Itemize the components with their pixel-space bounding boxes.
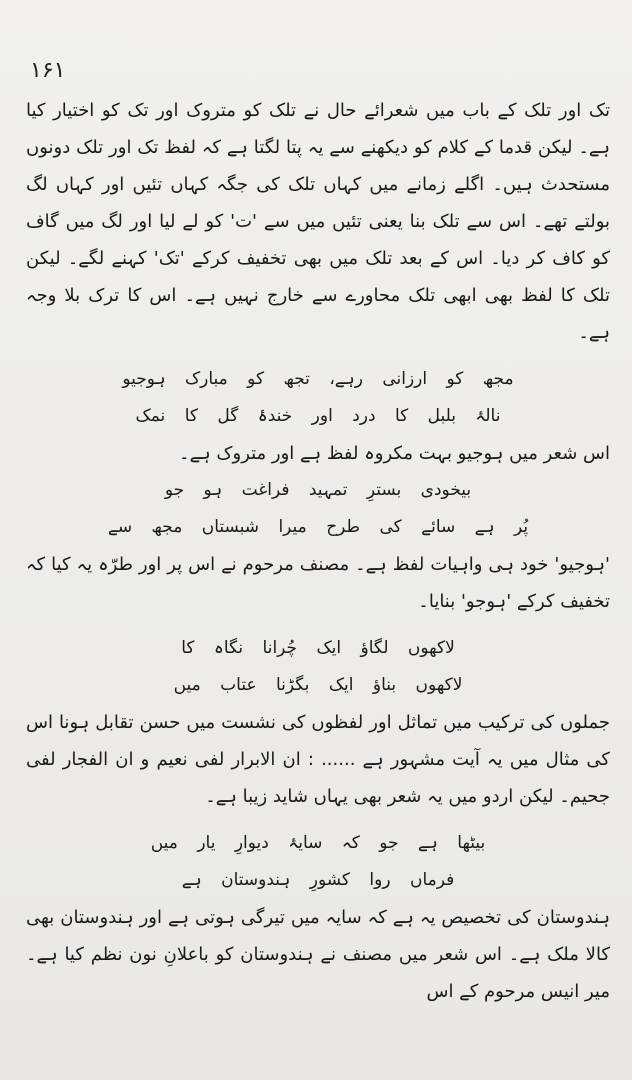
verse-line: پُر ہے سائے کی طرح میرا شبستاں مجھ سے <box>107 517 529 537</box>
verse-line: بیخودی بسترِ تمہید فراغت ہو جو <box>164 480 472 500</box>
verse-line: مجھ کو ارزانی رہے، تجھ کو مبارک ہوجیو <box>122 369 514 389</box>
verse-line: نالۂ بلبل کا درد اور خندۂ گل کا نمک <box>135 406 501 426</box>
paragraph: 'ہوجیو' خود ہی واہیات لفظ ہے۔ مصنف مرحوم نے اس پر اور طرّہ یہ کیا کہ تخفیف کرکے 'ہوجو' بنایا۔ <box>26 554 610 612</box>
paragraph: ہندوستان کی تخصیص یہ ہے کہ سایہ میں تیرگی ہوتی ہے اور ہندوستان بھی کالا ملک ہے۔ اس شعر میں مصنف نے ہندوستان کو باعلانِ نون نظم کیا ہے۔ میر انیس مرحوم کے اس <box>26 907 610 1002</box>
page-number: ۱۶۱ <box>30 58 66 83</box>
paragraph: تک اور تلک کے باب میں شعرائے حال نے تلک کو متروک اور تک کو اختیار کیا ہے۔ لیکن قدما کے کلام کو دیکھنے سے یہ پتا لگتا ہے کہ لفظ تک اور تلک دونوں مستحدث ہیں۔ اگلے زمانے میں کہاں تلک کی جگہ کہاں تئیں اور کہاں لگ بولتے تھے۔ اس سے تلک بنا یعنی تئیں میں سے 'ت' کو لے لیا اور لگ میں گاف کو کاف کر دیا۔ اس کے بعد تلک میں بھی تخفیف کرکے 'تک' کہنے لگے۔ لیکن تلک کا لفظ بھی ابھی تلک محاورے سے خارج نہیں ہے۔ اس کا ترک بلا وجہ ہے۔ <box>26 100 610 343</box>
verse-line: لاکھوں بناؤ ایک بگڑنا عتاب میں <box>173 675 463 695</box>
verse-line: فرماں روا کشورِ ہندوستان ہے <box>181 870 455 890</box>
paragraph: اس شعر میں ہوجیو بہت مکروہ لفظ ہے اور متروک ہے۔ <box>179 443 610 464</box>
verse-line: لاکھوں لگاؤ ایک چُرانا نگاہ کا <box>181 638 455 658</box>
verse-line: بیٹھا ہے جو کہ سایۂ دیوارِ یار میں <box>150 833 486 853</box>
page-body <box>26 92 610 1010</box>
paragraph: جملوں کی ترکیب میں تماثل اور لفظوں کی نشست میں حسن تقابل ہونا اس کی مثال میں یہ آیت مشہور ہے ...... : ان الابرار لفی نعیم و ان الفجار لفی جحیم۔ لیکن اردو میں یہ شعر بھی یہاں شاید زیبا ہے۔ <box>26 712 610 807</box>
